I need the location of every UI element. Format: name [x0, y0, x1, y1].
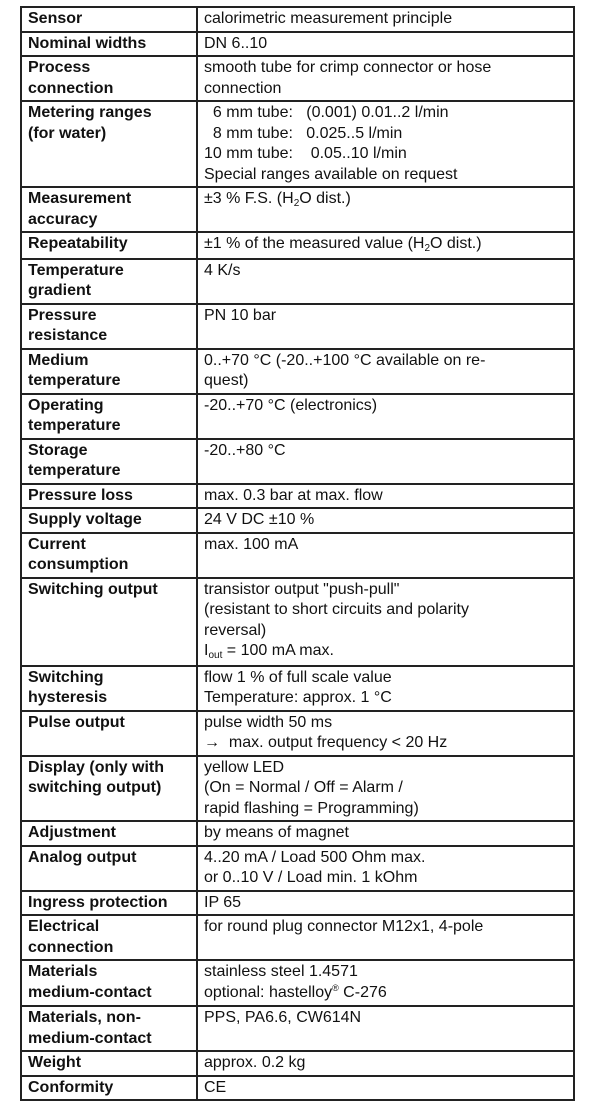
value-line: 10 mm tube: 0.05..10 l/min — [204, 145, 407, 162]
label-line: Sensor — [28, 10, 83, 27]
spec-value — [197, 533, 574, 578]
label-line: Materials — [28, 963, 98, 980]
label-line: medium-contact — [28, 1029, 152, 1047]
value-line: max. 100 mA — [204, 535, 299, 553]
label-line: accuracy — [28, 210, 98, 228]
value-line: CE — [204, 1078, 227, 1096]
value-line: stainless steel 1.4571 — [204, 963, 358, 980]
label-line: Display (only with — [28, 758, 165, 776]
value-line: approx. 0.2 kg — [204, 1054, 306, 1071]
table-row — [21, 394, 574, 439]
label-line: Pressure loss — [28, 486, 133, 504]
value-line: yellow LED — [204, 758, 285, 776]
label-line: Analog output — [28, 848, 137, 866]
spec-label — [21, 259, 197, 304]
value-line — [204, 189, 567, 212]
label-line: Medium — [28, 351, 89, 369]
spec-label — [21, 439, 197, 484]
value-line: transistor output "push-pull" — [204, 580, 400, 598]
value-text: ±3 % F.S. (H — [204, 190, 294, 207]
label-line: resistance — [28, 327, 108, 344]
spec-label — [21, 349, 197, 394]
table-row — [21, 1006, 574, 1051]
label-line: consumption — [28, 556, 129, 573]
value-line — [204, 641, 567, 664]
value-line: Special ranges available on request — [204, 165, 458, 183]
spec-value — [197, 349, 574, 394]
spec-label — [21, 891, 197, 916]
spec-value — [197, 259, 574, 304]
label-line: Weight — [28, 1054, 82, 1071]
spec-label — [21, 484, 197, 509]
registered-mark: ® — [332, 982, 339, 993]
table-row — [21, 821, 574, 846]
label-line: temperature — [28, 462, 121, 479]
spec-value — [197, 960, 574, 1006]
table-row — [21, 508, 574, 533]
label-line: Measurement — [28, 190, 132, 207]
table-row — [21, 666, 574, 711]
table-row — [21, 846, 574, 891]
value-line: → max. output frequency < 20 Hz — [204, 734, 448, 751]
value-line: PN 10 bar — [204, 306, 277, 324]
value-line: or 0..10 V / Load min. 1 kOhm — [204, 869, 418, 886]
label-line: Switching — [28, 668, 104, 686]
value-line: smooth tube for crimp connector or hose — [204, 59, 492, 76]
spec-value — [197, 187, 574, 232]
spec-value — [197, 394, 574, 439]
label-line: Switching output — [28, 580, 158, 598]
spec-value — [197, 756, 574, 822]
spec-value — [197, 32, 574, 57]
table-row — [21, 1076, 574, 1101]
spec-value — [197, 1006, 574, 1051]
value-line: -20..+80 °C — [204, 441, 286, 459]
spec-value — [197, 578, 574, 666]
label-line: Nominal widths — [28, 34, 147, 52]
spec-label — [21, 232, 197, 259]
table-row — [21, 711, 574, 756]
spec-label — [21, 394, 197, 439]
spec-value — [197, 891, 574, 916]
value-line: 4 K/s — [204, 261, 241, 279]
spec-label — [21, 7, 197, 32]
table-row — [21, 1051, 574, 1076]
label-line: Storage — [28, 441, 88, 459]
table-row — [21, 533, 574, 578]
label-line: Process — [28, 59, 91, 76]
spec-label — [21, 1006, 197, 1051]
table-row — [21, 232, 574, 259]
label-line: Pressure — [28, 306, 97, 324]
label-line: (for water) — [28, 124, 107, 142]
table-row — [21, 304, 574, 349]
value-line: calorimetric measurement principle — [204, 10, 453, 27]
value-text: C-276 — [338, 983, 387, 1001]
spec-label — [21, 508, 197, 533]
value-line — [204, 983, 567, 1005]
label-line: connection — [28, 79, 114, 97]
value-line: rapid flashing = Programming) — [204, 799, 419, 817]
subscript: out — [208, 650, 223, 661]
value-line: 0..+70 °C (-20..+100 °C available on re- — [204, 351, 486, 369]
value-text: optional: hastelloy — [204, 983, 333, 1001]
spec-value — [197, 1051, 574, 1076]
spec-label — [21, 960, 197, 1006]
specification-table — [20, 6, 575, 1101]
value-line: -20..+70 °C (electronics) — [204, 396, 378, 414]
value-line: IP 65 — [204, 893, 242, 911]
table-row — [21, 960, 574, 1006]
value-line: 8 mm tube: 0.025..5 l/min — [204, 124, 403, 142]
spec-value — [197, 439, 574, 484]
value-text: O dist.) — [430, 235, 482, 252]
label-line: switching output) — [28, 779, 162, 796]
value-line: (On = Normal / Off = Alarm / — [204, 779, 403, 796]
value-line: reversal) — [204, 621, 267, 639]
spec-value — [197, 56, 574, 101]
table-row — [21, 32, 574, 57]
spec-value — [197, 915, 574, 960]
spec-label — [21, 846, 197, 891]
label-line: Repeatability — [28, 235, 128, 252]
spec-label — [21, 187, 197, 232]
value-line: max. 0.3 bar at max. flow — [204, 486, 383, 504]
label-line: Supply voltage — [28, 511, 142, 528]
label-line: Electrical — [28, 918, 100, 935]
value-line — [204, 234, 567, 257]
label-line: Current — [28, 535, 86, 553]
label-line: hysteresis — [28, 689, 108, 706]
label-line: Pulse output — [28, 713, 125, 731]
label-line: temperature — [28, 372, 121, 389]
spec-label — [21, 101, 197, 187]
label-line: Operating — [28, 396, 104, 414]
table-row — [21, 101, 574, 187]
spec-value — [197, 711, 574, 756]
subscript: 2 — [424, 243, 431, 254]
value-line: quest) — [204, 372, 249, 389]
table-row — [21, 578, 574, 666]
label-line: connection — [28, 938, 114, 956]
spec-label — [21, 578, 197, 666]
spec-value — [197, 101, 574, 187]
spec-label — [21, 756, 197, 822]
table-row — [21, 915, 574, 960]
spec-label — [21, 1076, 197, 1101]
value-line: for round plug connector M12x1, 4-pole — [204, 918, 484, 935]
label-line: Adjustment — [28, 824, 116, 841]
table-row — [21, 187, 574, 232]
spec-value — [197, 821, 574, 846]
table-row — [21, 756, 574, 822]
spec-sheet — [20, 6, 575, 1101]
label-line: medium-contact — [28, 983, 152, 1001]
value-line: (resistant to short circuits and polarity — [204, 601, 469, 618]
spec-label — [21, 915, 197, 960]
value-line: 24 V DC ±10 % — [204, 511, 315, 528]
spec-label — [21, 711, 197, 756]
spec-value — [197, 1076, 574, 1101]
table-row — [21, 7, 574, 32]
value-line: pulse width 50 ms — [204, 713, 333, 731]
value-line: DN 6..10 — [204, 34, 268, 52]
spec-value — [197, 304, 574, 349]
table-row — [21, 439, 574, 484]
label-line: Materials, non- — [28, 1009, 141, 1026]
spec-value — [197, 666, 574, 711]
spec-value — [197, 846, 574, 891]
value-line: Temperature: approx. 1 °C — [204, 689, 392, 706]
label-line: gradient — [28, 282, 92, 299]
spec-label — [21, 304, 197, 349]
value-line: connection — [204, 79, 282, 97]
spec-value — [197, 7, 574, 32]
value-text: ±1 % of the measured value (H — [204, 235, 425, 252]
spec-label — [21, 32, 197, 57]
value-line: 6 mm tube: (0.001) 0.01..2 l/min — [204, 104, 449, 121]
value-text: O dist.) — [299, 190, 351, 207]
table-row — [21, 891, 574, 916]
spec-value — [197, 232, 574, 259]
value-line: 4..20 mA / Load 500 Ohm max. — [204, 848, 426, 866]
table-row — [21, 56, 574, 101]
spec-label — [21, 666, 197, 711]
value-text: I — [204, 642, 209, 659]
label-line: Temperature — [28, 261, 124, 279]
spec-label — [21, 56, 197, 101]
value-text: = 100 mA max. — [222, 642, 334, 659]
value-line: PPS, PA6.6, CW614N — [204, 1009, 362, 1026]
table-row — [21, 349, 574, 394]
spec-label — [21, 533, 197, 578]
spec-value — [197, 484, 574, 509]
table-row — [21, 259, 574, 304]
label-line: Metering ranges — [28, 104, 152, 121]
subscript: 2 — [293, 198, 300, 209]
spec-label — [21, 1051, 197, 1076]
label-line: Ingress protection — [28, 893, 168, 911]
label-line: temperature — [28, 417, 121, 434]
value-line: flow 1 % of full scale value — [204, 668, 392, 686]
spec-label — [21, 821, 197, 846]
label-line: Conformity — [28, 1078, 114, 1096]
table-row — [21, 484, 574, 509]
value-line: by means of magnet — [204, 824, 349, 841]
spec-value — [197, 508, 574, 533]
